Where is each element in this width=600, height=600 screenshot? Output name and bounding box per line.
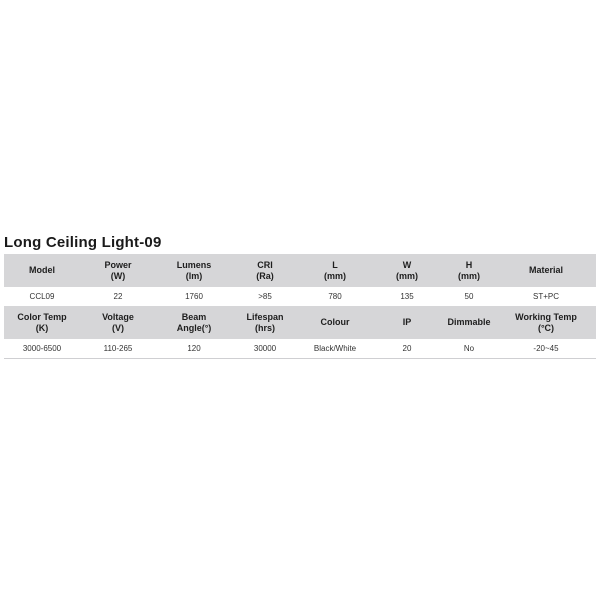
header-cell-cri: CRI (Ra) <box>232 254 298 287</box>
value-cell-color-temp: 3000-6500 <box>4 339 80 359</box>
value-cell-height: 50 <box>442 287 496 306</box>
spec-header-row-2 <box>4 306 596 339</box>
value-cell-ip: 20 <box>372 339 442 359</box>
value-cell-length: 780 <box>298 287 372 306</box>
header-cell-height: H (mm) <box>442 254 496 287</box>
value-cell-voltage: 110-265 <box>80 339 156 359</box>
value-cell-material: ST+PC <box>496 287 596 306</box>
product-title: Long Ceiling Light-09 <box>4 234 162 251</box>
value-cell-dimmable: No <box>442 339 496 359</box>
spec-table <box>4 254 596 359</box>
value-cell-working-temp: -20~45 <box>496 339 596 359</box>
header-cell-length: L (mm) <box>298 254 372 287</box>
header-cell-voltage: Voltage (V) <box>80 306 156 339</box>
header-cell-color-temp: Color Temp (K) <box>4 306 80 339</box>
value-cell-lifespan: 30000 <box>232 339 298 359</box>
header-cell-colour: Colour <box>298 306 372 339</box>
header-cell-power: Power (W) <box>80 254 156 287</box>
header-cell-ip: IP <box>372 306 442 339</box>
spec-header-row-1 <box>4 254 596 287</box>
value-cell-model: CCL09 <box>4 287 80 306</box>
value-cell-power: 22 <box>80 287 156 306</box>
header-cell-material: Material <box>496 254 596 287</box>
header-cell-lifespan: Lifespan (hrs) <box>232 306 298 339</box>
value-cell-lumens: 1760 <box>156 287 232 306</box>
value-cell-width: 135 <box>372 287 442 306</box>
value-cell-beam-angle: 120 <box>156 339 232 359</box>
header-cell-lumens: Lumens (lm) <box>156 254 232 287</box>
header-cell-dimmable: Dimmable <box>442 306 496 339</box>
value-cell-colour: Black/White <box>298 339 372 359</box>
header-cell-model: Model <box>4 254 80 287</box>
spec-value-row-1 <box>4 287 596 306</box>
header-cell-beam-angle: Beam Angle(°) <box>156 306 232 339</box>
value-cell-cri: >85 <box>232 287 298 306</box>
spec-value-row-2 <box>4 339 596 359</box>
header-cell-working-temp: Working Temp (°C) <box>496 306 596 339</box>
header-cell-width: W (mm) <box>372 254 442 287</box>
